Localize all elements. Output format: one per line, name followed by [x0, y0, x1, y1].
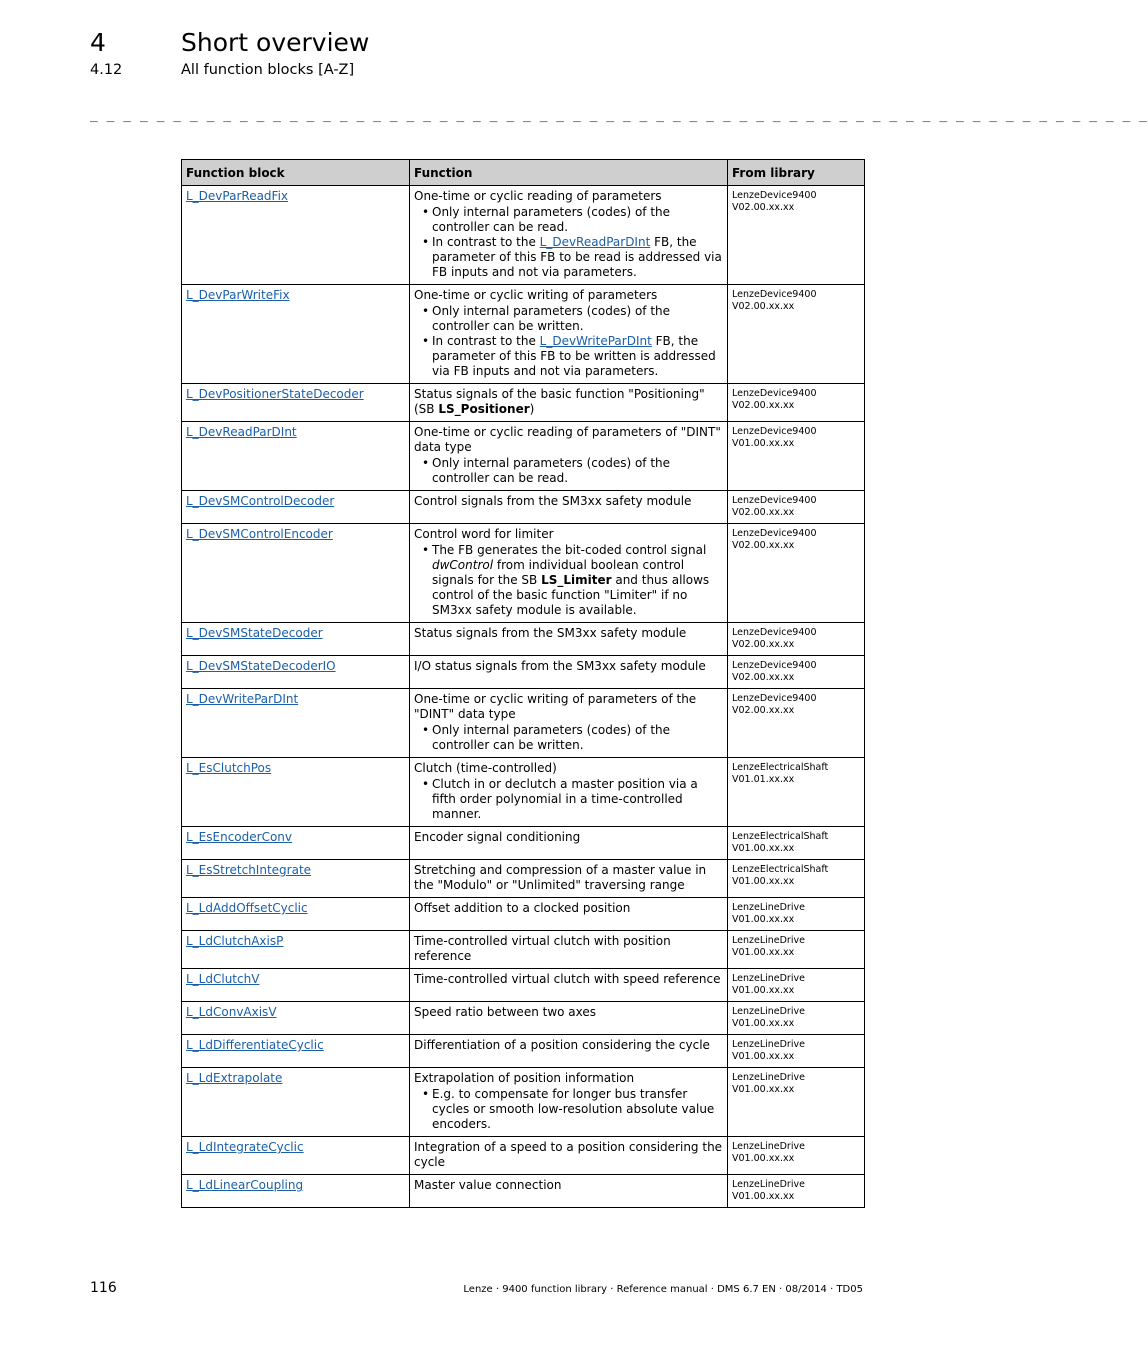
fb-link[interactable]: L_LdAddOffsetCyclic: [186, 901, 308, 915]
function-cell: [410, 1002, 728, 1035]
library-cell: [728, 1137, 865, 1175]
function-description: ): [529, 402, 535, 416]
table-header-row: [182, 160, 865, 186]
fb-cell: [182, 827, 410, 860]
bullet-text: from individual boolean control signals for the SB: [432, 558, 685, 587]
library-name: LenzeLineDrive: [732, 902, 805, 913]
library-cell: [728, 422, 865, 491]
library-version: V01.00.xx.xx: [732, 1051, 795, 1062]
table-row: [182, 285, 865, 384]
fb-link[interactable]: L_DevParWriteFix: [186, 288, 290, 302]
library-name: LenzeDevice9400: [732, 426, 817, 437]
function-description: Status signals from the SM3xx safety module: [414, 626, 687, 640]
fb-cell: [182, 931, 410, 969]
fb-cell: [182, 384, 410, 422]
fb-cell: [182, 285, 410, 384]
bullet-text: and thus allows control of the basic function "Limiter" if no SM3xx safety module is available.: [432, 573, 710, 617]
table-row: [182, 623, 865, 656]
fb-link[interactable]: L_LdExtrapolate: [186, 1071, 283, 1085]
function-description: One-time or cyclic writing of parameters: [414, 288, 658, 302]
library-name: LenzeLineDrive: [732, 1006, 805, 1017]
library-cell: [728, 689, 865, 758]
function-block-table: [181, 159, 865, 1208]
library-cell: [728, 827, 865, 860]
library-cell: [728, 898, 865, 931]
library-version: V02.00.xx.xx: [732, 639, 795, 650]
column-header-from-library: From library: [728, 160, 865, 186]
section-number: 4.12: [90, 62, 123, 78]
fb-link[interactable]: L_EsClutchPos: [186, 761, 272, 775]
table-row: [182, 384, 865, 422]
library-name: LenzeDevice9400: [732, 693, 817, 704]
table-row: [182, 1175, 865, 1208]
library-version: V02.00.xx.xx: [732, 672, 795, 683]
function-description: Stretching and compression of a master value in the "Modulo" or "Unlimited" traversing range: [414, 863, 707, 892]
table-row: [182, 1002, 865, 1035]
function-cell: [410, 898, 728, 931]
bullet-text: In contrast to the: [432, 235, 540, 249]
function-cell: [410, 827, 728, 860]
page-number: 116: [90, 1280, 117, 1296]
function-cell: [410, 689, 728, 758]
library-version: V01.00.xx.xx: [732, 1153, 795, 1164]
library-version: V01.00.xx.xx: [732, 1084, 795, 1095]
library-cell: [728, 491, 865, 524]
table-row: [182, 1035, 865, 1068]
library-version: V02.00.xx.xx: [732, 507, 795, 518]
table-row: [182, 898, 865, 931]
table-row: [182, 969, 865, 1002]
library-name: LenzeDevice9400: [732, 495, 817, 506]
bullet-list: [414, 456, 723, 486]
library-version: V01.00.xx.xx: [732, 1191, 795, 1202]
function-cell: [410, 285, 728, 384]
bullet-item: • Only internal parameters (codes) of the controller can be read.: [432, 456, 723, 486]
function-description: I/O status signals from the SM3xx safety module: [414, 659, 706, 673]
library-cell: [728, 524, 865, 623]
bullet-list: [414, 777, 723, 822]
function-description: Control word for limiter: [414, 527, 554, 541]
function-description: Encoder signal conditioning: [414, 830, 581, 844]
function-cell: [410, 1137, 728, 1175]
library-name: LenzeDevice9400: [732, 388, 817, 399]
header-rule: _ _ _ _ _ _ _ _ _ _ _ _ _ _ _ _ _ _ _ _ _ _ _ _ _ _ _ _ _ _ _ _ _ _ _ _ _ _ _ _ _ _ _ _ _ _ _ _ _ _ _ _ _ _ _ _ _ _ _ _ _ _ _ _: [90, 108, 1148, 123]
table-row: [182, 931, 865, 969]
library-version: V01.00.xx.xx: [732, 843, 795, 854]
library-cell: [728, 186, 865, 285]
bullet-item: • Only internal parameters (codes) of the controller can be read.: [432, 205, 723, 235]
function-cell: [410, 860, 728, 898]
library-cell: [728, 969, 865, 1002]
library-name: LenzeLineDrive: [732, 973, 805, 984]
library-name: LenzeDevice9400: [732, 190, 817, 201]
chapter-title: Short overview: [181, 28, 370, 57]
function-cell: [410, 384, 728, 422]
library-cell: [728, 384, 865, 422]
library-cell: [728, 758, 865, 827]
fb-cell: [182, 969, 410, 1002]
function-block-name: LS_Limiter: [541, 573, 612, 587]
table-row: [182, 689, 865, 758]
library-version: V01.00.xx.xx: [732, 876, 795, 887]
fb-link[interactable]: L_DevSMControlEncoder: [186, 527, 333, 541]
function-description: Time-controlled virtual clutch with position reference: [414, 934, 671, 963]
fb-cell: [182, 422, 410, 491]
bullet-list: [414, 304, 723, 379]
fb-link[interactable]: L_DevSMControlDecoder: [186, 494, 335, 508]
function-description: One-time or cyclic reading of parameters: [414, 189, 662, 203]
function-cell: [410, 422, 728, 491]
fb-link[interactable]: L_LdDifferentiateCyclic: [186, 1038, 324, 1052]
fb-cell: [182, 491, 410, 524]
function-description: Integration of a speed to a position considering the cycle: [414, 1140, 723, 1169]
table-row: [182, 491, 865, 524]
function-block-name: LS_Positioner: [438, 402, 530, 416]
library-name: LenzeLineDrive: [732, 1072, 805, 1083]
bullet-item: • Only internal parameters (codes) of the controller can be written.: [432, 304, 723, 334]
library-cell: [728, 285, 865, 384]
fb-link[interactable]: L_LdIntegrateCyclic: [186, 1140, 304, 1154]
table-row: [182, 422, 865, 491]
table-row: [182, 860, 865, 898]
table-row: [182, 827, 865, 860]
library-cell: [728, 931, 865, 969]
library-name: LenzeLineDrive: [732, 935, 805, 946]
fb-cell: [182, 524, 410, 623]
section-title: All function blocks [A-Z]: [181, 62, 355, 78]
fb-cell: [182, 623, 410, 656]
function-cell: [410, 1175, 728, 1208]
fb-link[interactable]: L_LdLinearCoupling: [186, 1178, 304, 1192]
fb-link[interactable]: L_DevReadParDInt: [186, 425, 297, 439]
library-name: LenzeDevice9400: [732, 528, 817, 539]
fb-link[interactable]: L_LdClutchV: [186, 972, 260, 986]
fb-cell: [182, 1137, 410, 1175]
footer-text: Lenze · 9400 function library · Reference manual · DMS 6.7 EN · 08/2014 · TD05: [463, 1284, 863, 1295]
function-description: Offset addition to a clocked position: [414, 901, 631, 915]
library-version: V01.00.xx.xx: [732, 985, 795, 996]
library-cell: [728, 623, 865, 656]
function-cell: [410, 969, 728, 1002]
library-cell: [728, 1068, 865, 1137]
library-cell: [728, 1002, 865, 1035]
fb-cell: [182, 1068, 410, 1137]
bullet-text: FB, the parameter of this FB to be read is addressed via FB inputs and not via parameters.: [432, 235, 722, 279]
function-cell: [410, 758, 728, 827]
library-version: V01.00.xx.xx: [732, 438, 795, 449]
fb-link[interactable]: L_DevPositionerStateDecoder: [186, 387, 364, 401]
function-cell: [410, 186, 728, 285]
fb-cell: [182, 860, 410, 898]
chapter-number: 4: [90, 28, 106, 57]
bullet-list: [414, 1087, 723, 1132]
function-description: One-time or cyclic writing of parameters of the "DINT" data type: [414, 692, 697, 721]
library-cell: [728, 656, 865, 689]
library-version: V01.00.xx.xx: [732, 947, 795, 958]
function-cell: [410, 1068, 728, 1137]
table-row: [182, 656, 865, 689]
fb-link[interactable]: L_LdClutchAxisP: [186, 934, 284, 948]
function-description: Speed ratio between two axes: [414, 1005, 597, 1019]
bullet-item: • Only internal parameters (codes) of the controller can be written.: [432, 723, 723, 753]
cross-reference-link[interactable]: L_DevWriteParDInt: [539, 334, 652, 348]
bullet-text: In contrast to the: [432, 334, 540, 348]
library-name: LenzeLineDrive: [732, 1141, 805, 1152]
bullet-list: [414, 543, 723, 618]
function-description: Status signals of the basic function "Positioning" (SB: [414, 387, 705, 416]
library-name: LenzeElectricalShaft: [732, 762, 829, 773]
fb-link[interactable]: L_LdConvAxisV: [186, 1005, 277, 1019]
table-row: [182, 758, 865, 827]
library-name: LenzeLineDrive: [732, 1039, 805, 1050]
library-cell: [728, 1035, 865, 1068]
library-version: V02.00.xx.xx: [732, 400, 795, 411]
function-cell: [410, 1035, 728, 1068]
bullet-text: The FB generates the bit-coded control signal: [432, 543, 707, 557]
fb-link[interactable]: L_DevWriteParDInt: [186, 692, 299, 706]
bullet-list: [414, 723, 723, 753]
fb-link[interactable]: L_DevParReadFix: [186, 189, 289, 203]
signal-name: dwControl: [432, 558, 494, 572]
bullet-text: FB, the parameter of this FB to be written is addressed via FB inputs and not via parameters.: [432, 334, 716, 378]
bullet-item: [432, 235, 723, 280]
function-cell: [410, 931, 728, 969]
fb-link[interactable]: L_DevSMStateDecoderIO: [186, 659, 336, 673]
table-row: [182, 186, 865, 285]
table-row: [182, 1068, 865, 1137]
fb-cell: [182, 1002, 410, 1035]
bullet-item: [432, 543, 723, 618]
bullet-item: • Clutch in or declutch a master position via a fifth order polynomial in a time-controlled manner.: [432, 777, 723, 822]
function-cell: [410, 491, 728, 524]
fb-cell: [182, 898, 410, 931]
library-version: V01.00.xx.xx: [732, 1018, 795, 1029]
function-description: Clutch (time-controlled): [414, 761, 557, 775]
function-cell: [410, 524, 728, 623]
fb-cell: [182, 689, 410, 758]
fb-link[interactable]: L_EsStretchIntegrate: [186, 863, 312, 877]
library-cell: [728, 860, 865, 898]
fb-cell: [182, 656, 410, 689]
library-name: LenzeLineDrive: [732, 1179, 805, 1190]
library-version: V01.01.xx.xx: [732, 774, 795, 785]
function-description: Master value connection: [414, 1178, 562, 1192]
table-row: [182, 1137, 865, 1175]
column-header-function: Function: [410, 160, 728, 186]
function-cell: [410, 623, 728, 656]
function-cell: [410, 656, 728, 689]
function-description: Differentiation of a position considering the cycle: [414, 1038, 710, 1052]
function-description: Control signals from the SM3xx safety module: [414, 494, 692, 508]
fb-link[interactable]: L_EsEncoderConv: [186, 830, 293, 844]
column-header-function-block: Function block: [182, 160, 410, 186]
library-version: V02.00.xx.xx: [732, 202, 795, 213]
bullet-list: [414, 205, 723, 280]
fb-link[interactable]: L_DevSMStateDecoder: [186, 626, 323, 640]
cross-reference-link[interactable]: L_DevReadParDInt: [539, 235, 651, 249]
function-description: Time-controlled virtual clutch with speed reference: [414, 972, 721, 986]
fb-cell: [182, 758, 410, 827]
library-name: LenzeDevice9400: [732, 660, 817, 671]
function-description: Extrapolation of position information: [414, 1071, 635, 1085]
library-version: V01.00.xx.xx: [732, 914, 795, 925]
library-name: LenzeElectricalShaft: [732, 864, 829, 875]
library-cell: [728, 1175, 865, 1208]
library-version: V02.00.xx.xx: [732, 705, 795, 716]
table-row: [182, 524, 865, 623]
fb-cell: [182, 1175, 410, 1208]
function-description: One-time or cyclic reading of parameters of "DINT" data type: [414, 425, 721, 454]
fb-cell: [182, 1035, 410, 1068]
library-name: LenzeDevice9400: [732, 627, 817, 638]
fb-cell: [182, 186, 410, 285]
library-name: LenzeDevice9400: [732, 289, 817, 300]
library-version: V02.00.xx.xx: [732, 301, 795, 312]
library-version: V02.00.xx.xx: [732, 540, 795, 551]
library-name: LenzeElectricalShaft: [732, 831, 829, 842]
bullet-item: • E.g. to compensate for longer bus transfer cycles or smooth low-resolution absolute value encoders.: [432, 1087, 723, 1132]
bullet-item: [432, 334, 723, 379]
